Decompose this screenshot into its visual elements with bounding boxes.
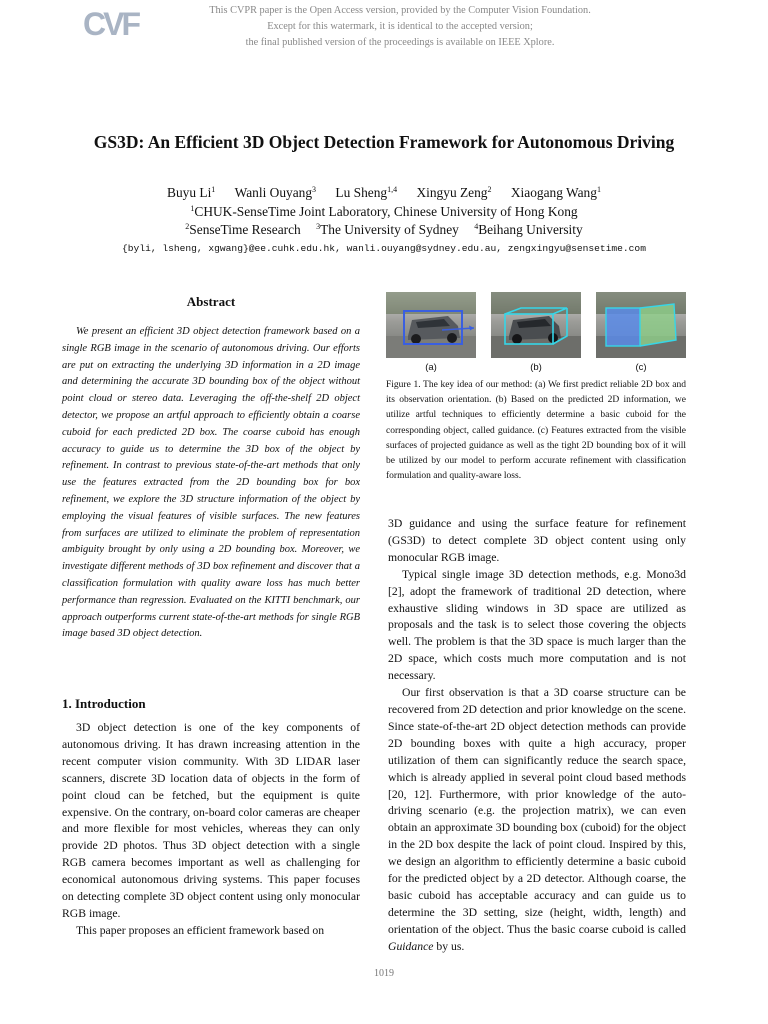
author: Buyu Li$^1$ — [167, 185, 216, 200]
surface-right — [640, 304, 676, 346]
paragraph: 3D guidance and using the surface feature for refinement (GS3D) to detect complete 3D object content using only monocular RGB image. — [388, 517, 686, 564]
paragraph: 3D object detection is one of the key components of autonomous driving. It has drawn increasing attention in the recent computer vision community. With 3D LIDAR laser scanners, discrete 3D location data of objects in the form of point cloud can be fetched, but the equipment is quite expensive. On the contrary, on-board color cameras are cheaper and more flexible for most vehicles, whereas they can only provide 2D photos. Thus 3D object detection with a single RGB camera becomes important as well as challenging for economical autonomous driving systems. This paper focuses on detecting complete 3D object content using only monocular RGB image. — [62, 721, 360, 920]
surface-left — [606, 308, 640, 346]
abstract-body — [62, 324, 360, 643]
affiliations — [0, 203, 768, 239]
author: Xingyu Zeng$^2$ — [416, 185, 492, 200]
paragraph-text: Our first observation is that a 3D coarse structure can be recovered from 2D detection and prior knowledge on the scene. Since state-of-the-art 2D object detection methods can provide 2D bounding boxes with quite a high accuracy, proper utilization of them can significantly reduce the search space, which is already applied in several point cloud based methods [20, 12]. Furthermore, with prior knowledge of the auto-driving scenario (e.g. the projection matrix), we can even obtain an approximate 3D bounding box (cuboid) for the object in the 2D box despite the lack of point cloud. Inspired by this, we design an algorithm to efficiently determine a basic cuboid for the predicted object by a 2D detector. Although coarse, the basic cuboid has acceptable accuracy and can guide us to determine the 3D setting, size (height, width, length) and orientation of the object. Thus the basic coarse cuboid is called — [388, 686, 686, 936]
paragraph — [388, 685, 686, 956]
section-heading: 1. Introduction — [62, 696, 146, 711]
panel-label-c: (c) — [635, 362, 647, 373]
affiliation-row — [0, 221, 768, 239]
abstract-paragraph: We present an efficient 3D object detection framework based on a single RGB image in the scenario of autonomous driving. Our efforts are put on extracting the underlying 3D information in a 2D image and determining the accurate 3D bounding box of the object without point cloud or stereo data. Leveraging the off-the-shelf 2D object detector, we propose an artful approach to efficiently obtain a coarse cuboid for each predicted 2D box. The coarse cuboid has enough accuracy to guide us to determine the 3D box of the object by refinement. In contrast to previous state-of-the-art methods that only use the features extracted from the 2D bounding box for box refinement, we explore the 3D structure information of the object by employing the visual features of visible surfaces. The new features from surfaces are utilized to eliminate the problem of representation ambiguity brought by only using a 2D bounding box. Moreover, we investigate different methods of 3D box refinement and discover that a classification formulation with quality aware loss has much better performance than regression. Evaluated on the KITTI benchmark, our approach outperforms current state-of-the-art methods for single RGB image based 3D object detection. — [62, 326, 360, 640]
affiliation: $^2$SenseTime Research — [185, 222, 301, 237]
column2-body — [388, 516, 686, 956]
paragraph: Typical single image 3D detection methods, e.g. Mono3d [2], adopt the framework of traditional 2D detection, where exhaustive sliding windows in 3D space are utilized as proposals and the task is to select those covering the objects well. The problem is that the 3D space is much larger than the 2D space, which costs much more computation and is not necessary. — [388, 567, 686, 683]
figure-caption: Figure 1. The key idea of our method: (a) We first predict reliable 2D box and its observation orientation. (b) Based on the predicted 2D information, we utilize artful techniques to efficiently determine a basic cuboid for the corresponding object, called guidance. (c) Features extracted from the visible surfaces of projected guidance as well as the tight 2D bounding box of it will be utilized by our model to perform accurate refinement with classification formulation and quality-aware loss. — [386, 380, 686, 482]
page-number: 1019 — [374, 968, 394, 979]
paper-title: GS3D: An Efficient 3D Object Detection Framework for Autonomous Driving — [93, 132, 675, 152]
watermark-line: This CVPR paper is the Open Access version, provided by the Computer Vision Foundation. — [209, 5, 591, 16]
panel-label-a: (a) — [425, 362, 437, 373]
author: Xiaogang Wang$^1$ — [510, 185, 601, 200]
affiliation: $^3$The University of Sydney — [316, 222, 459, 237]
figure-panel-b — [491, 292, 581, 358]
watermark-line: the final published version of the proceedings is available on IEEE Xplore. — [245, 37, 555, 48]
cvf-logo — [82, 4, 142, 42]
guidance-term: Guidance — [388, 939, 434, 953]
paragraph-suffix: by us. — [433, 939, 465, 953]
author-list — [0, 184, 768, 202]
figure-panel-a — [386, 292, 476, 358]
affiliation: $^1$CHUK-SenseTime Joint Laboratory, Chinese University of Hong Kong — [190, 204, 578, 219]
watermark — [150, 3, 650, 51]
introduction-body — [62, 720, 360, 940]
figure-panel-c — [596, 292, 686, 358]
cvf-logo-text: CVF — [83, 6, 138, 42]
affiliation: $^4$Beihang University — [474, 222, 583, 237]
author: Wanli Ouyang$^3$ — [234, 185, 317, 200]
figure-1 — [386, 292, 686, 376]
paragraph: This paper proposes an efficient framework based on — [76, 923, 325, 937]
author: Lu Sheng$^{1,4}$ — [335, 185, 398, 200]
panel-label-b: (b) — [530, 362, 542, 373]
watermark-line: Except for this watermark, it is identical to the accepted version; — [267, 21, 533, 32]
abstract-heading: Abstract — [186, 294, 236, 309]
author-emails: {byli, lsheng, xgwang}@ee.cuhk.edu.hk, wanli.ouyang@sydney.edu.au, zengxingyu@sensetime.com — [122, 243, 646, 254]
